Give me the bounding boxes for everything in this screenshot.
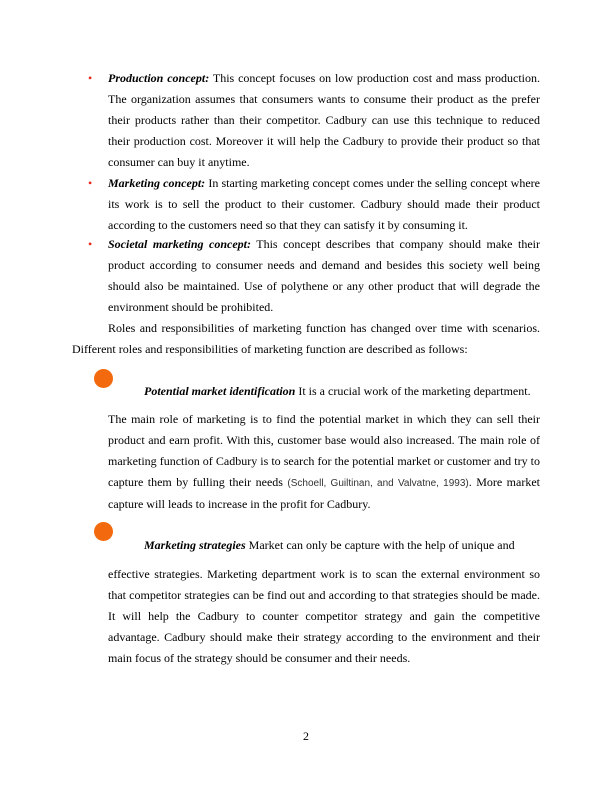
- concept-societal: [108, 234, 540, 318]
- concept-text: This concept focuses on low production cost and mass production. The organization assumes that consumers wants to consume their product as the prefer their products rather than their competitor. Cadbury can use this technique to reduced their production cost. Moreover it will help the Cadbury to provide their product so that consumer can buy it anytime.: [108, 71, 540, 169]
- role-title: Marketing strategies: [144, 538, 246, 552]
- role-body-text: The main role of marketing is to find the potential market in which they can sell their product and earn profit. With this, customer base would also increased. The main role of marketing function of Cadbury is to search for the potential market or customer and try to capture them by fulling their needs: [108, 412, 540, 489]
- bullet-marker: •: [88, 71, 93, 85]
- citation: (Schoell, Guiltinan, and Valvatne, 1993): [287, 478, 469, 489]
- bullet-marker: •: [88, 176, 93, 190]
- role-body-text-end: . More market capture will leads to increase in the profit for Cadbury.: [108, 475, 540, 511]
- concept-production: [108, 68, 540, 173]
- concept-term: Societal marketing concept:: [108, 237, 251, 251]
- role-lead: It is a crucial work of the marketing department.: [295, 384, 531, 398]
- concept-text: This concept describes that company should make their product according to consumer needs and demand and besides this society well being should also be maintained. Use of polythene or any other product that will degrade the environment should be prohibited.: [108, 237, 540, 314]
- bullet-marker: •: [88, 237, 93, 251]
- role-heading: [108, 535, 540, 556]
- concept-term: Marketing concept:: [108, 176, 206, 190]
- concept-term: Production concept:: [108, 71, 210, 85]
- concept-marketing: [108, 173, 540, 236]
- role-heading: [108, 381, 540, 402]
- intro-paragraph: Roles and responsibilities of marketing function has changed over time with scenarios. Different roles and responsibilities of marketing function are described as follows:: [72, 321, 540, 356]
- role-body: [108, 409, 540, 515]
- role-body: effective strategies. Marketing department work is to scan the external environment so that competitor strategies can be find out and according to that strategies should be made. It will help the Cadbury to counter competitor strategy and gain the competitive advantage. Cadbury should make their strategy according to the environment and their main focus of the strategy should be consumer and their needs.: [108, 567, 540, 665]
- concept-text: In starting marketing concept comes under the selling concept where its work is to sell the product to their customer. Cadbury should made their product according to the customers need so that they can satisfy it by consuming it.: [108, 176, 540, 232]
- page-number: 2: [303, 729, 309, 743]
- role-title: Potential market identification: [144, 384, 296, 398]
- role-lead: Market can only be capture with the help of unique and: [245, 538, 515, 552]
